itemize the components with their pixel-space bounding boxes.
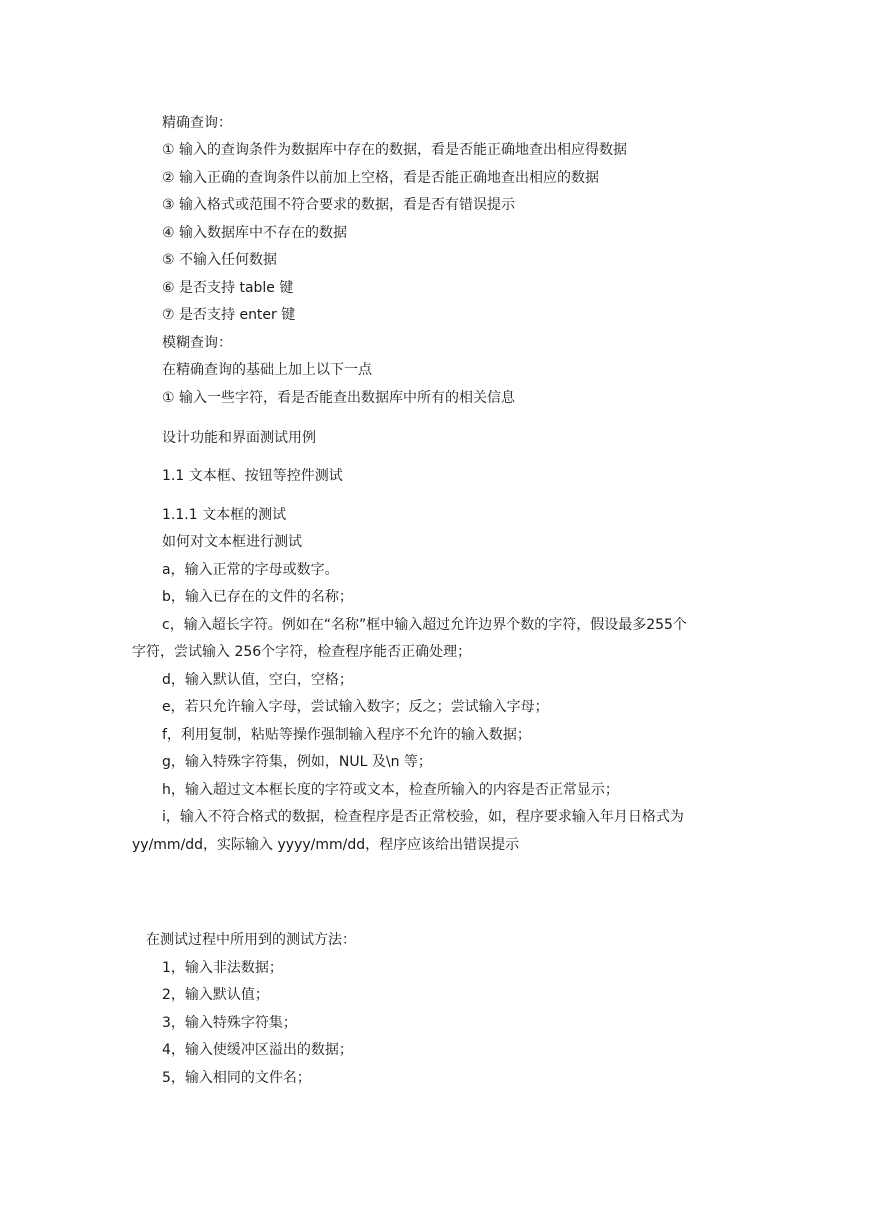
textbox-test-item: f，利用复制，粘贴等操作强制输入程序不允许的输入数据； xyxy=(162,727,531,743)
textbox-test-item: h，输入超过文本框长度的字符或文本，检查所输入的内容是否正常显示； xyxy=(162,782,619,798)
exact-query-item: ① 输入的查询条件为数据库中存在的数据，看是否能正确地查出相应得数据 xyxy=(162,142,627,158)
textbox-test-item: d，输入默认值，空白，空格； xyxy=(162,672,353,688)
method-item: 3，输入特殊字符集； xyxy=(162,1015,297,1031)
exact-query-item: ④ 输入数据库中不存在的数据 xyxy=(162,225,348,241)
fuzzy-query-heading: 模糊查询： xyxy=(162,335,232,351)
fuzzy-query-item: ① 输入一些字符，看是否能查出数据库中所有的相关信息 xyxy=(162,390,515,406)
textbox-test-item-continued: 字符，尝试输入 256个字符，检查程序能否正确处理； xyxy=(132,644,472,660)
exact-query-item: ⑦ 是否支持 enter 键 xyxy=(162,307,296,323)
textbox-test-item-continued: yy/mm/dd，实际输入 yyyy/mm/dd，程序应该给出错误提示 xyxy=(132,837,520,853)
textbox-test-item: e，若只允许输入字母，尝试输入数字；反之；尝试输入字母； xyxy=(162,699,549,715)
exact-query-heading: 精确查询： xyxy=(162,115,232,131)
textbox-test-item: b，输入已存在的文件的名称； xyxy=(162,589,353,605)
textbox-test-item: i，输入不符合格式的数据，检查程序是否正常校验，如，程序要求输入年月日格式为 xyxy=(162,809,684,825)
textbox-test-item: a，输入正常的字母或数字。 xyxy=(162,562,339,578)
textbox-test-item: g，输入特殊字符集，例如，NUL 及\n 等； xyxy=(162,754,432,770)
design-heading: 设计功能和界面测试用例 xyxy=(162,430,316,446)
textbox-test-item: c，输入超长字符。例如在“名称”框中输入超过允许边界个数的字符，假设最多255个 xyxy=(162,617,687,633)
exact-query-item: ⑥ 是否支持 table 键 xyxy=(162,280,294,296)
method-item: 2，输入默认值； xyxy=(162,987,269,1003)
methods-heading: 在测试过程中所用到的测试方法： xyxy=(146,932,356,948)
section-heading: 1.1 文本框、按钮等控件测试 xyxy=(162,468,343,484)
exact-query-item: ③ 输入格式或范围不符合要求的数据，看是否有错误提示 xyxy=(162,197,515,213)
subsection-heading: 1.1.1 文本框的测试 xyxy=(162,507,287,523)
method-item: 1，输入非法数据； xyxy=(162,960,283,976)
exact-query-item: ② 输入正确的查询条件以前加上空格，看是否能正确地查出相应的数据 xyxy=(162,170,599,186)
method-item: 5，输入相同的文件名； xyxy=(162,1070,311,1086)
exact-query-item: ⑤ 不输入任何数据 xyxy=(162,252,278,268)
fuzzy-query-intro: 在精确查询的基础上加上以下一点 xyxy=(162,362,372,378)
textbox-test-intro: 如何对文本框进行测试 xyxy=(162,534,302,550)
method-item: 4，输入使缓冲区溢出的数据； xyxy=(162,1042,353,1058)
